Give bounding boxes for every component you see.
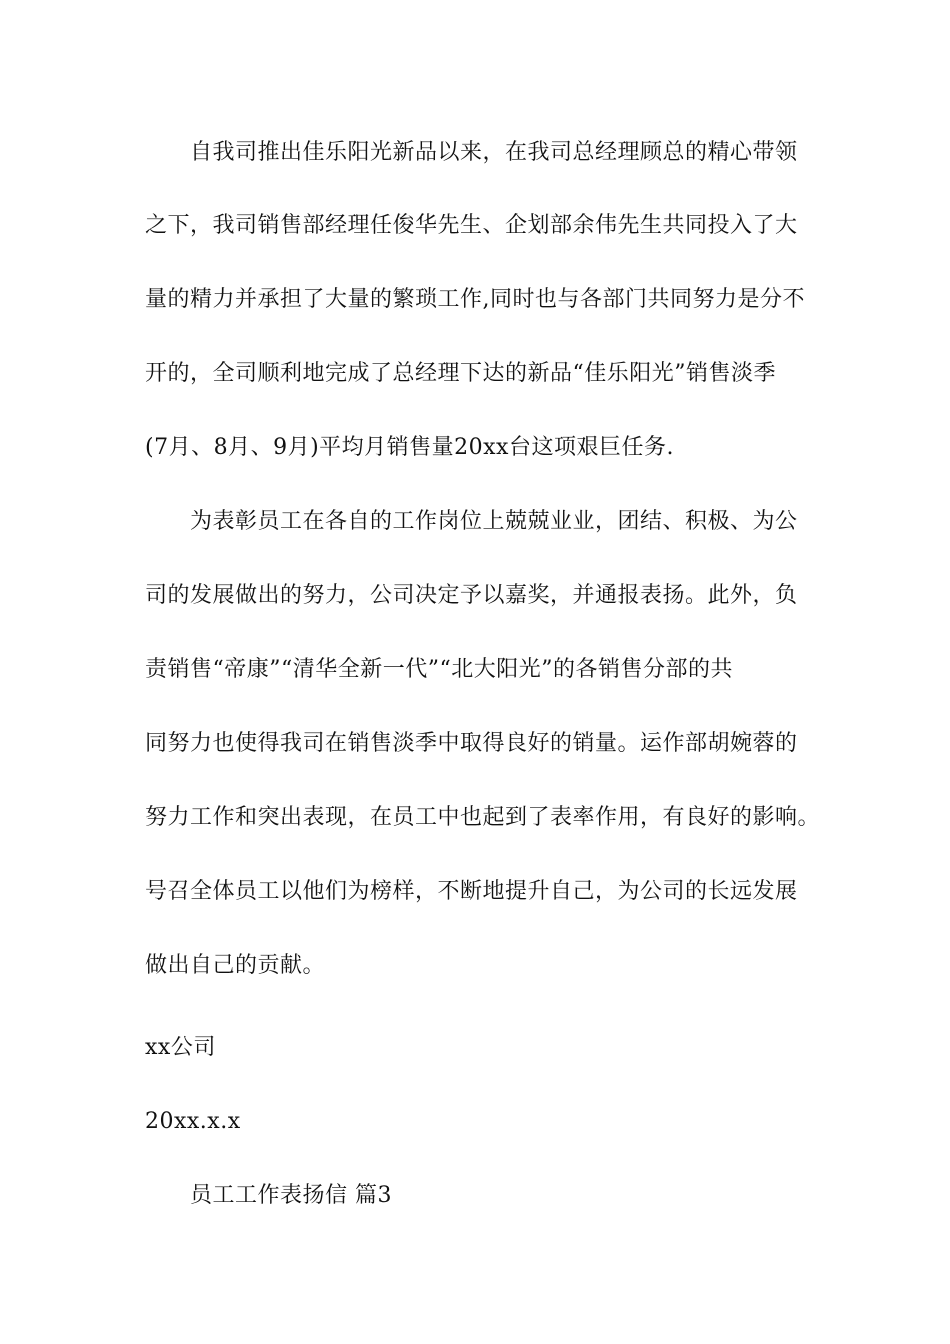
paragraph2-line-1: 为表彰员工在各自的工作岗位上兢兢业业，团结、积极、为公 (190, 509, 798, 534)
signature-company: xx公司 (145, 1035, 216, 1060)
paragraph2-line-4: 同努力也使得我司在销售淡季中取得良好的销量。运作部胡婉蓉的 (145, 731, 798, 756)
paragraph1-line-4: 开的，全司顺利地完成了总经理下达的新品“佳乐阳光”销售淡季 (145, 361, 776, 386)
paragraph2-line-2: 司的发展做出的努力，公司决定予以嘉奖，并通报表扬。此外，负 (145, 583, 798, 608)
paragraph2-line-7: 做出自己的贡献。 (145, 953, 326, 978)
next-section-heading: 员工工作表扬信 篇3 (190, 1183, 392, 1208)
paragraph1-line-2: 之下，我司销售部经理任俊华先生、企划部余伟先生共同投入了大 (145, 213, 798, 238)
paragraph1-line-5: (7月、8月、9月)平均月销售量20xx台这项艰巨任务. (145, 435, 674, 460)
paragraph1-line-1: 自我司推出佳乐阳光新品以来，在我司总经理顾总的精心带领 (190, 140, 798, 165)
paragraph2-line-5: 努力工作和突出表现，在员工中也起到了表率作用，有良好的影响。 (145, 805, 821, 830)
paragraph2-line-3: 责销售“帝康”“清华全新一代”“北大阳光”的各销售分部的共 (145, 657, 733, 682)
signature-date: 20xx.x.x (145, 1109, 241, 1134)
paragraph2-line-6: 号召全体员工以他们为榜样，不断地提升自己，为公司的长远发展 (145, 879, 798, 904)
paragraph1-line-3: 量的精力并承担了大量的繁琐工作,同时也与各部门共同努力是分不 (145, 287, 805, 312)
